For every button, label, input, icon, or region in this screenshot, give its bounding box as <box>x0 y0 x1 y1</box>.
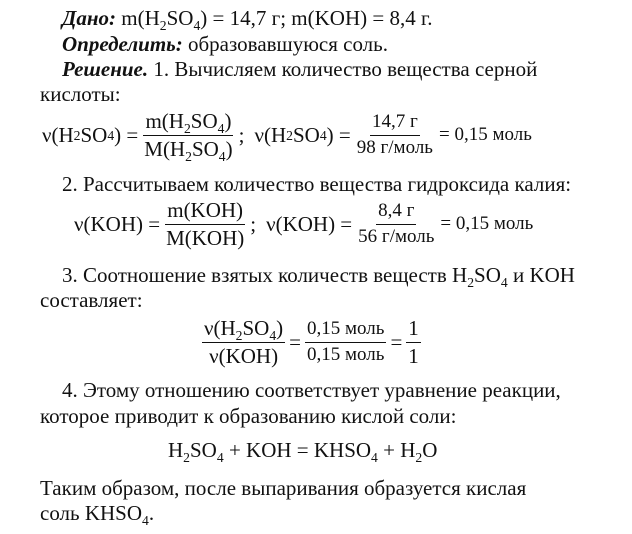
formula-1: ν(H 2 SO 4 ) = $\frac{m(H_2SO_4)}{M(H_2SO_4)}$ ; ν(H 2 SO 4 ) = $\frac{14,7 г}{\text{98 г/моль}}$ = 0,15 моль <box>42 109 532 164</box>
f1-num-end: ) <box>224 109 232 133</box>
f1-so: SO <box>80 123 108 148</box>
f3-denominator: ν(KOH) <box>209 344 279 369</box>
f3-fraction-values <box>305 318 386 367</box>
f1-close: ) = <box>114 123 139 148</box>
f2-result: = 0,15 моль <box>440 213 534 235</box>
f1-num-text: m(H <box>145 109 184 133</box>
f2-denominator: M(KOH) <box>166 226 245 251</box>
conclusion-sub: 4 <box>142 512 149 528</box>
f1-num-sub: 2 <box>183 120 191 136</box>
f1-den-value: 98 г/моль <box>356 137 433 159</box>
formula-3 <box>198 316 425 369</box>
f3-num-sub: 2 <box>235 327 243 343</box>
f1-den-so: SO <box>191 137 219 162</box>
f3-num-end: ) <box>276 316 284 340</box>
f3-num-text: ν(H <box>204 316 236 340</box>
f3-fraction-symbolic <box>202 316 285 369</box>
f2-separator: ; <box>250 212 257 237</box>
step2-line: 2. Рассчитываем количество вещества гидроксида калия: <box>62 172 572 196</box>
f1-denominator <box>142 136 234 162</box>
f1-numerator <box>143 109 233 136</box>
given-sub: 4 <box>193 17 201 33</box>
f3-num-value: 0,15 моль <box>305 318 386 343</box>
eq-sub: 2 <box>415 449 423 465</box>
f2-numerator: m(KOH) <box>165 198 245 225</box>
f2-fraction-symbolic <box>164 198 246 251</box>
step3-text: 3. Соотношение взятых количеств веществ H <box>62 263 468 287</box>
reaction-equation <box>168 438 437 463</box>
step1-cont: кислоты: <box>40 82 121 106</box>
f1-rhs-nu: ν(H <box>254 123 287 148</box>
step1-text: 1. Вычисляем количество вещества серной <box>148 57 538 81</box>
f2-rhs: ν(KOH) = <box>266 212 353 237</box>
conclusion-cont <box>40 501 154 526</box>
eq-part: + H <box>377 438 416 462</box>
f2-den-value: 56 г/моль <box>358 226 435 248</box>
step4-cont: которое приводит к образованию кислой соли: <box>40 404 457 428</box>
step3-line <box>62 263 575 288</box>
f1-num-so: SO <box>190 109 218 133</box>
eq-part: H <box>168 438 184 462</box>
conclusion-text: соль KHSO <box>40 501 143 525</box>
f1-den-sub: 4 <box>218 148 226 164</box>
step3-sub: 2 <box>467 274 475 290</box>
step3-sub: 4 <box>500 274 508 290</box>
f1-nu: ν(H <box>42 123 74 148</box>
find-label: Определить: <box>62 32 183 56</box>
conclusion-end: . <box>148 501 155 525</box>
f2-lhs: ν(KOH) = <box>74 212 161 237</box>
eq-part: + KOH = KHSO <box>223 438 372 462</box>
given-label: Дано: <box>62 6 116 30</box>
f1-fraction-values <box>355 111 435 160</box>
eq-part: SO <box>190 438 217 462</box>
given-text: ) = 14,7 г; m(KOH) = 8,4 г. <box>200 6 433 30</box>
f2-fraction-values <box>356 200 436 249</box>
f1-result: = 0,15 моль <box>438 124 532 146</box>
f3-num-so: SO <box>242 316 270 340</box>
formula-2 <box>74 198 533 251</box>
f3-ratio-num: 1 <box>406 316 421 343</box>
step3-cont: составляет: <box>40 288 143 312</box>
given-text: m(H <box>116 6 160 30</box>
given-sub: 2 <box>159 17 167 33</box>
eq-part: O <box>422 438 438 462</box>
f2-num-value: 8,4 г <box>376 200 416 225</box>
eq-sub: 4 <box>371 449 378 465</box>
f3-den-value: 0,15 моль <box>307 344 385 366</box>
f1-separator: ; <box>238 123 245 148</box>
f1-num-sub: 4 <box>217 120 225 136</box>
f3-equals: = <box>289 330 302 355</box>
f1-den-sub: 2 <box>185 148 192 164</box>
f3-ratio-den: 1 <box>408 344 419 369</box>
eq-sub: 4 <box>216 449 224 465</box>
f3-equals-2: = <box>390 330 403 355</box>
eq-sub: 2 <box>183 449 190 465</box>
f3-numerator <box>202 316 285 343</box>
given-line <box>62 6 432 31</box>
step3-so: SO <box>474 263 501 287</box>
solution-step1-line <box>62 57 537 82</box>
f1-fraction-symbolic <box>142 109 234 162</box>
f1-rhs-close: ) = <box>326 123 351 148</box>
step3-end: и KOH <box>507 263 575 287</box>
f1-num-value: 14,7 г <box>370 111 420 136</box>
f1-rhs-so: SO <box>292 123 320 148</box>
step4-line: 4. Этому отношению соответствует уравнение реакции, <box>62 378 561 402</box>
find-text: образовавшуюся соль. <box>182 32 388 56</box>
given-text: SO <box>166 6 194 30</box>
solution-label: Решение. <box>62 57 149 81</box>
f1-den-text: M(H <box>144 137 186 162</box>
find-line <box>62 32 388 57</box>
f3-num-sub: 4 <box>269 327 277 343</box>
f3-fraction-ratio <box>406 316 421 369</box>
conclusion-line: Таким образом, после выпаривания образуется кислая <box>40 476 527 500</box>
f1-den-end: ) <box>225 137 233 162</box>
